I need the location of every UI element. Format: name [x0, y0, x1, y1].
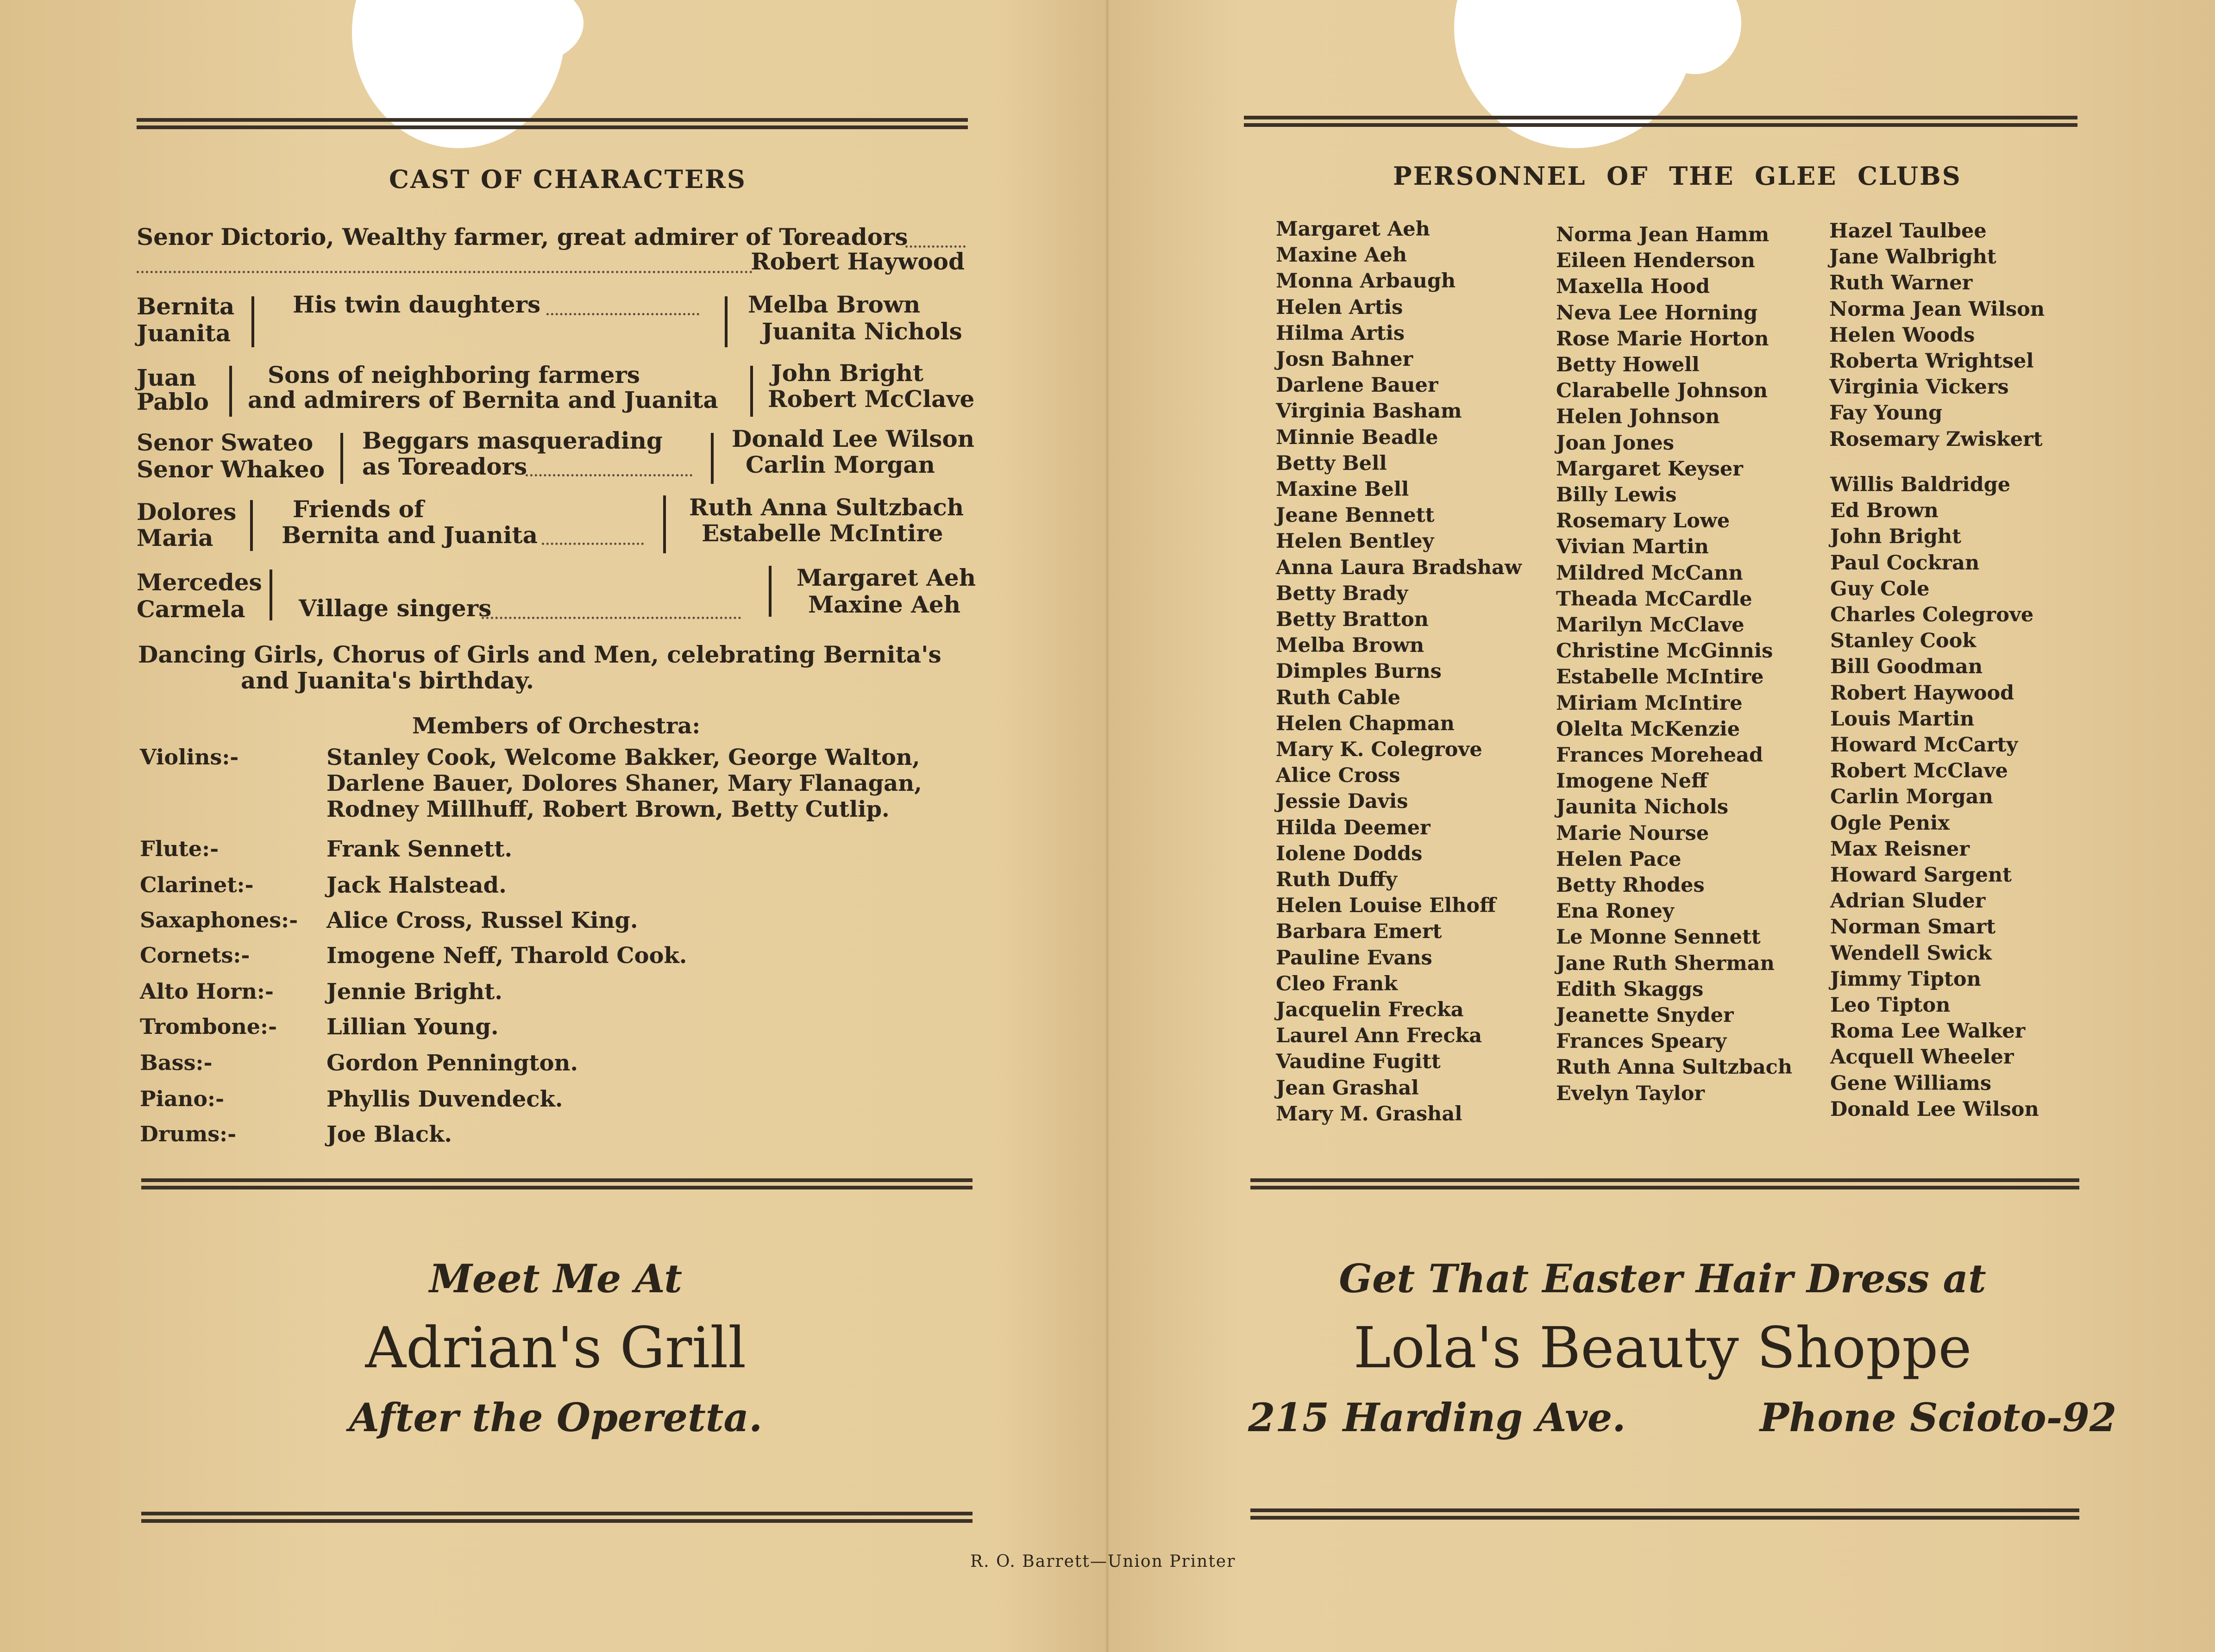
cast-name: Pablo [137, 388, 209, 415]
glee-member: Hilda Deemer [1276, 816, 1431, 839]
glee-member: Jessie Davis [1276, 790, 1408, 813]
cast-actor: Robert McClave [768, 385, 975, 413]
bracket-bar [229, 366, 232, 417]
leader-dots [526, 474, 692, 476]
bracket-bar [725, 296, 728, 347]
cast-name: Juanita [137, 319, 231, 347]
orchestra-players: Jack Halstead. [326, 872, 507, 898]
cast-name: Senor Whakeo [137, 456, 325, 483]
bracket-bar [769, 566, 772, 617]
orchestra-players: Frank Sennett. [326, 836, 513, 862]
orchestra-players: Gordon Pennington. [326, 1050, 578, 1076]
glee-member: Jane Ruth Sherman [1556, 951, 1775, 975]
glee-member: Vaudine Fugitt [1276, 1050, 1441, 1074]
printer-imprint: R. O. Barrett—Union Printer [970, 1552, 1236, 1571]
glee-member: Leo Tipton [1830, 994, 1951, 1017]
glee-member: Guy Cole [1830, 577, 1930, 601]
glee-member: Adrian Sluder [1830, 889, 1986, 913]
orchestra-players: Lillian Young. [326, 1014, 499, 1040]
glee-member: Norman Smart [1830, 915, 1996, 939]
glee-member: Ogle Penix [1830, 811, 1950, 835]
glee-member: Jane Walbright [1829, 245, 1996, 269]
glee-member: Ruth Warner [1829, 271, 1973, 295]
orchestra-players: Alice Cross, Russel King. [326, 907, 638, 933]
glee-member: Wendell Swick [1830, 941, 1992, 965]
cast-desc: Bernita and Juanita [282, 521, 538, 549]
glee-member: Frances Morehead [1556, 744, 1763, 767]
orchestra-players: Rodney Millhuff, Robert Brown, Betty Cutlip. [326, 796, 890, 822]
glee-member: Helen Bentley [1276, 530, 1434, 553]
orchestra-instrument: Saxaphones:- [140, 907, 298, 932]
glee-member: Jeane Bennett [1276, 504, 1435, 527]
chorus-line-1: Dancing Girls, Chorus of Girls and Men, celebrating Bernita's [138, 641, 941, 668]
orchestra-instrument: Drums:- [140, 1121, 237, 1146]
bracket-bar [251, 296, 254, 347]
glee-member: Norma Jean Hamm [1556, 223, 1769, 246]
glee-member: Darlene Bauer [1276, 374, 1438, 397]
glee-member: Iolene Dodds [1276, 842, 1423, 865]
glee-member: Jaunita Nichols [1556, 795, 1729, 819]
glee-member: Helen Pace [1556, 847, 1682, 871]
glee-member: Christine McGinnis [1556, 639, 1773, 663]
glee-member: Eileen Henderson [1556, 249, 1755, 273]
glee-member: Louis Martin [1830, 707, 1975, 731]
glee-member: Joan Jones [1556, 431, 1674, 455]
bottom-rule-left [141, 1512, 973, 1523]
orchestra-instrument: Cornets:- [140, 943, 250, 968]
glee-member: Hilma Artis [1276, 321, 1405, 345]
orchestra-players: Joe Black. [326, 1121, 452, 1147]
glee-member: Norma Jean Wilson [1829, 297, 2045, 321]
cast-name: Dolores [137, 498, 237, 526]
cast-desc: and admirers of Bernita and Juanita [248, 386, 718, 413]
chorus-line-2: and Juanita's birthday. [241, 667, 534, 694]
top-rule-left [137, 118, 968, 129]
glee-member: Le Monne Sennett [1556, 926, 1761, 949]
glee-member: Margaret Aeh [1276, 218, 1430, 241]
cast-actor: Donald Lee Wilson [732, 425, 975, 452]
glee-member: Alice Cross [1276, 764, 1400, 788]
glee-member: Helen Chapman [1276, 712, 1455, 735]
top-rule-right [1244, 116, 2077, 127]
glee-member: Frances Speary [1556, 1030, 1727, 1053]
glee-member: Carlin Morgan [1830, 785, 1993, 809]
ad-right-line1: Get That Easter Hair Dress at [1339, 1256, 1986, 1302]
glee-member: Maxella Hood [1556, 275, 1710, 299]
glee-member: Edith Skaggs [1556, 977, 1704, 1001]
orchestra-instrument: Piano:- [140, 1086, 225, 1111]
glee-member: Robert Haywood [1830, 681, 2014, 705]
bracket-bar [663, 495, 666, 553]
glee-member: Roberta Wrightsel [1829, 350, 2034, 373]
glee-member: Neva Lee Horning [1556, 301, 1758, 325]
glee-member: Theada McCardle [1556, 587, 1752, 611]
glee-member: Laurel Ann Frecka [1276, 1024, 1482, 1048]
glee-member: Ruth Cable [1276, 686, 1400, 709]
glee-member: Max Reisner [1830, 837, 1970, 861]
ad-right-title: Lola's Beauty Shoppe [1353, 1315, 1972, 1381]
cast-desc: Beggars masquerading [362, 427, 663, 454]
glee-member: Mildred McCann [1556, 561, 1743, 585]
glee-member: Fay Young [1829, 401, 1943, 425]
cast-actor: Ruth Anna Sultzbach [689, 494, 964, 521]
cast-actor: Carlin Morgan [746, 451, 935, 478]
glee-member: Roma Lee Walker [1830, 1020, 2026, 1043]
glee-member: Howard Sargent [1830, 864, 2012, 887]
orchestra-players: Imogene Neff, Tharold Cook. [326, 943, 687, 969]
cast-desc: Sons of neighboring farmers [268, 361, 640, 388]
orchestra-players: Phyllis Duvendeck. [326, 1086, 563, 1112]
glee-member: Margaret Keyser [1556, 457, 1743, 481]
ad-right-address: 215 Harding Ave. [1248, 1395, 1626, 1440]
cast-actor: Margaret Aeh [797, 564, 976, 591]
glee-member: Betty Brady [1276, 582, 1408, 605]
glee-member: Helen Louise Elhoff [1276, 894, 1496, 918]
glee-member: Mary K. Colegrove [1276, 738, 1482, 761]
orchestra-instrument: Clarinet:- [140, 872, 254, 897]
cast-actor: Estabelle McIntire [702, 519, 943, 547]
glee-member: Vivian Martin [1556, 535, 1709, 559]
cast-desc: as Toreadors [362, 453, 527, 480]
glee-member: Helen Artis [1276, 295, 1403, 319]
cast-actor: Juanita Nichols [762, 318, 962, 345]
glee-member: Rosemary Zwiskert [1829, 427, 2043, 451]
glee-member: Pauline Evans [1276, 946, 1432, 970]
glee-member: Jacquelin Frecka [1276, 998, 1464, 1021]
glee-member: Monna Arbaugh [1276, 269, 1456, 293]
glee-member: Josn Bahner [1276, 348, 1413, 371]
mid-rule-right [1250, 1178, 2079, 1189]
glee-member: Helen Woods [1829, 323, 1975, 347]
glee-member: Betty Rhodes [1556, 874, 1705, 897]
glee-member: Betty Bell [1276, 451, 1387, 475]
bracket-bar [270, 569, 272, 620]
glee-member: Ed Brown [1830, 499, 1939, 523]
glee-member: Maxine Aeh [1276, 244, 1407, 267]
leader-dots [482, 617, 741, 619]
glee-member: Acquell Wheeler [1830, 1045, 2014, 1069]
cast-desc: Friends of [293, 495, 424, 523]
cast-name: Senor Swateo [137, 429, 314, 456]
dictorio-role: Senor Dictorio, Wealthy farmer, great admirer of Toreadors [137, 223, 908, 250]
glee-member: Charles Colegrove [1830, 603, 2034, 626]
cast-name: Carmela [137, 595, 245, 623]
cast-name: Juan [137, 364, 196, 391]
glee-member: Dimples Burns [1276, 660, 1442, 683]
bottom-rule-right [1250, 1508, 2079, 1520]
glee-member: Billy Lewis [1556, 483, 1677, 507]
glee-member: Donald Lee Wilson [1830, 1097, 2039, 1121]
glee-member: Marie Nourse [1556, 821, 1709, 845]
glee-member: Imogene Neff [1556, 770, 1708, 793]
glee-member: Evelyn Taylor [1556, 1082, 1705, 1105]
personnel-heading: PERSONNEL OF THE GLEE CLUBS [1393, 161, 1962, 191]
glee-member: Cleo Frank [1276, 972, 1398, 995]
orchestra-instrument: Flute:- [140, 836, 219, 861]
mid-rule-left [141, 1178, 973, 1189]
cast-heading: CAST OF CHARACTERS [389, 164, 747, 194]
glee-member: Gene Williams [1830, 1071, 1992, 1095]
cast-actor: John Bright [771, 359, 924, 387]
glee-member: Howard McCarty [1830, 733, 2018, 757]
glee-member: Rosemary Lowe [1556, 509, 1730, 533]
cast-name: Mercedes [137, 569, 262, 596]
leader-dots [542, 543, 644, 545]
cast-actor: Melba Brown [748, 291, 921, 318]
orchestra-players: Stanley Cook, Welcome Bakker, George Walton, [326, 745, 920, 770]
orchestra-instrument: Alto Horn:- [140, 979, 274, 1004]
dictorio-actor: Robert Haywood [751, 248, 965, 275]
glee-member: Olelta McKenzie [1556, 717, 1740, 741]
glee-member: Betty Howell [1556, 353, 1700, 376]
ad-left-line3: After the Operetta. [349, 1395, 763, 1440]
glee-member: Maxine Bell [1276, 478, 1409, 501]
cast-desc: Village singers [299, 594, 492, 622]
ad-left-title: Adrian's Grill [365, 1315, 747, 1381]
orchestra-instrument: Bass:- [140, 1050, 213, 1075]
glee-member: Minnie Beadle [1276, 426, 1438, 449]
cast-name: Bernita [137, 293, 235, 320]
orchestra-instrument: Violins:- [140, 745, 239, 770]
bracket-bar [750, 366, 753, 417]
glee-member: Marilyn McClave [1556, 613, 1744, 637]
cast-actor: Maxine Aeh [808, 591, 961, 618]
glee-member: Virginia Basham [1276, 400, 1462, 423]
glee-member: Ruth Anna Sultzbach [1556, 1056, 1793, 1079]
glee-member: Willis Baldridge [1830, 473, 2011, 496]
glee-member: Rose Marie Horton [1556, 327, 1769, 350]
glee-member: Miriam McIntire [1556, 691, 1743, 715]
bracket-bar [340, 433, 343, 484]
glee-member: Virginia Vickers [1829, 375, 2009, 399]
bracket-bar [711, 433, 714, 484]
glee-member: Melba Brown [1276, 634, 1424, 657]
glee-member: Ruth Duffy [1276, 868, 1397, 891]
glee-member: Paul Cockran [1830, 551, 1980, 575]
ad-right-phone: Phone Scioto-92 [1760, 1395, 2117, 1440]
glee-member: Barbara Emert [1276, 920, 1442, 944]
glee-member: Clarabelle Johnson [1556, 379, 1768, 403]
glee-member: Jeanette Snyder [1556, 1004, 1734, 1027]
glee-member: Ena Roney [1556, 900, 1674, 923]
orchestra-heading: Members of Orchestra: [412, 713, 701, 739]
orchestra-players: Jennie Bright. [326, 979, 502, 1005]
orchestra-instrument: Trombone:- [140, 1014, 277, 1039]
glee-member: Helen Johnson [1556, 405, 1720, 429]
glee-member: Stanley Cook [1830, 629, 1977, 653]
bracket-bar [250, 500, 253, 551]
ad-left-line1: Meet Me At [429, 1256, 683, 1302]
cast-desc: His twin daughters [293, 291, 541, 318]
orchestra-players: Darlene Bauer, Dolores Shaner, Mary Flanagan, [326, 770, 922, 796]
glee-member: Bill Goodman [1830, 655, 1983, 679]
glee-member: Robert McClave [1830, 759, 2008, 783]
glee-member: Mary M. Grashal [1276, 1102, 1462, 1126]
glee-member: John Bright [1830, 525, 1962, 549]
center-fold [1106, 0, 1109, 1652]
glee-member: Betty Bratton [1276, 608, 1429, 631]
glee-member: Jean Grashal [1276, 1076, 1419, 1100]
cast-name: Maria [137, 524, 213, 551]
glee-member: Jimmy Tipton [1830, 967, 1981, 991]
dictorio-leader-2 [137, 271, 753, 273]
glee-member: Hazel Taulbee [1829, 219, 1987, 243]
glee-member: Estabelle McIntire [1556, 665, 1764, 689]
leader-dots [546, 313, 699, 315]
glee-member: Anna Laura Bradshaw [1276, 556, 1522, 579]
